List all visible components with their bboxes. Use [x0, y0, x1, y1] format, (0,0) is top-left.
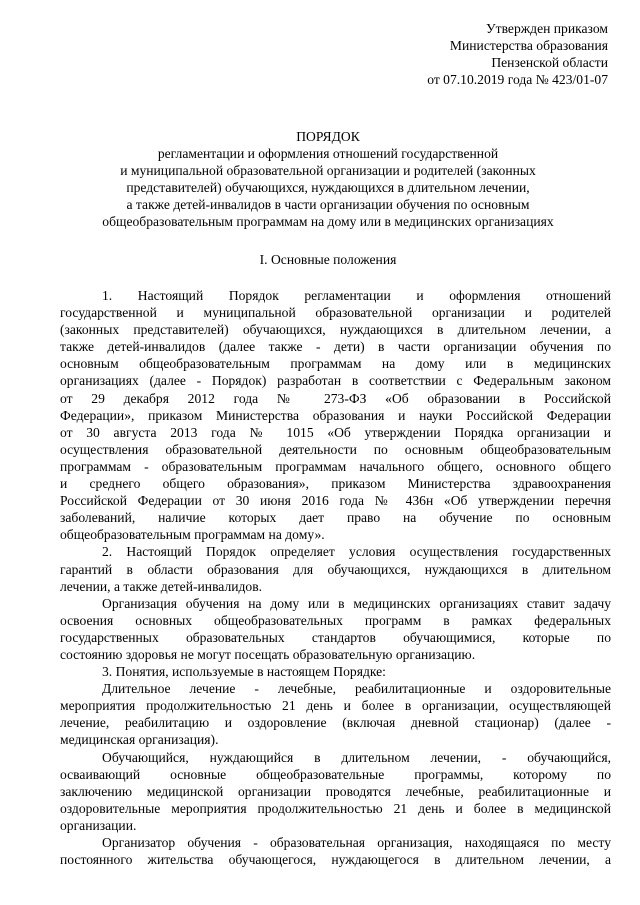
body-line: основным общеобразовательным программам на дому или в медицинских: [60, 356, 611, 372]
body-line: Организация обучения на дому или в медицинских организациях ставит задачу: [102, 595, 611, 611]
document-title: [60, 128, 596, 230]
approval-line: Министерства образования: [449, 38, 608, 53]
body-line: медицинская организация).: [60, 732, 219, 748]
body-line: гарантий в области образования для обучающихся, нуждающихся в длительном: [60, 561, 611, 577]
body-line: заболеваний, наличие которых дает право на обучение по основным: [60, 510, 611, 526]
body-line: программам - образовательным программам начального общего, основного общего: [60, 458, 611, 474]
body-line: (законных представителей) обучающихся, нуждающихся в длительном лечении, а: [60, 322, 611, 338]
title-line: и муниципальной образовательной организации и родителей (законных: [120, 163, 536, 178]
body-line: лечении, а также детей-инвалидов.: [60, 578, 263, 594]
body-line: лечение, реабилитацию и оздоровление (включая дневной стационар) (далее -: [60, 715, 611, 731]
body-line: Российской Федерации от 30 июня 2016 года № 436н «Об утверждении перечня: [60, 493, 611, 509]
body-line: и среднего общего образования», приказом Министерства здравоохранения: [60, 476, 611, 492]
approval-line: Пензенской области: [491, 55, 608, 70]
body-line: постоянного жительства обучающегося, нуждающегося в длительном лечении, а: [60, 852, 611, 868]
body-line: от 30 августа 2013 года № 1015 «Об утверждении Порядка организации и: [60, 424, 611, 440]
title-line: регламентации и оформления отношений государственной: [157, 146, 499, 161]
body-line: состоянию здоровья не могут посещать образовательную организацию.: [60, 646, 476, 662]
body-line: также детей-инвалидов (далее также - дети) в части организации обучения по: [60, 339, 611, 355]
body-line: освоения основных общеобразовательных программ в рамках федеральных: [60, 612, 611, 628]
body-line: заключению медицинской организации проводятся лечебные, реабилитационные и: [60, 783, 611, 799]
body-line: осуществления образовательной деятельности по основным общеобразовательным: [60, 441, 611, 457]
title-line: представителей) обучающихся, нуждающихся в длительном лечении,: [126, 180, 530, 195]
document-type: ПОРЯДОК: [296, 129, 360, 144]
section-heading: I. Основные положения: [259, 252, 397, 267]
title-line: общеобразовательным программам на дому или в медицинских организациях: [102, 214, 554, 229]
body-line: 1. Настоящий Порядок регламентации и оформления отношений: [102, 288, 611, 303]
body-line: Федерации», приказом Министерства образования и науки Российской Федерации: [60, 407, 611, 423]
body-line: общеобразовательным программам на дому».: [60, 527, 325, 543]
body-line: организациях (далее - Порядок) разработан в соответствии с Федеральным законом: [60, 373, 611, 389]
approval-date-line: от 07.10.2019 года № 423/01-07: [427, 72, 608, 87]
body-line: мероприятия продолжительностью 21 день и более в организации, осуществляющей: [60, 698, 611, 714]
body-line: от 29 декабря 2012 года № 273-ФЗ «Об образовании в Российской: [60, 390, 611, 406]
body-line: организации.: [60, 817, 137, 833]
body-line: государственной и муниципальной образовательной организации и родителей: [60, 305, 611, 321]
body-line: осваивающий основные общеобразовательные программы, которому по: [60, 766, 611, 782]
body-line: оздоровительные мероприятия продолжительностью 21 день и более в медицинской: [60, 800, 611, 816]
body-line: 2. Настоящий Порядок определяет условия осуществления государственных: [102, 544, 611, 560]
body-line: государственных образовательных стандартов обучающимися, которые по: [60, 629, 611, 645]
approval-stamp: [427, 20, 608, 88]
approval-line: Утвержден приказом: [486, 21, 608, 36]
body-line: Длительное лечение - лечебные, реабилитационные и оздоровительные: [102, 681, 611, 697]
document-body: [60, 287, 611, 868]
body-line: Обучающийся, нуждающийся в длительном лечении, - обучающийся,: [102, 749, 611, 765]
body-line: 3. Понятия, используемые в настоящем Порядке:: [102, 664, 386, 680]
body-line: Организатор обучения - образовательная организация, находящаяся по месту: [102, 835, 611, 850]
title-line: а также детей-инвалидов в части организации обучения по основным: [126, 197, 530, 212]
